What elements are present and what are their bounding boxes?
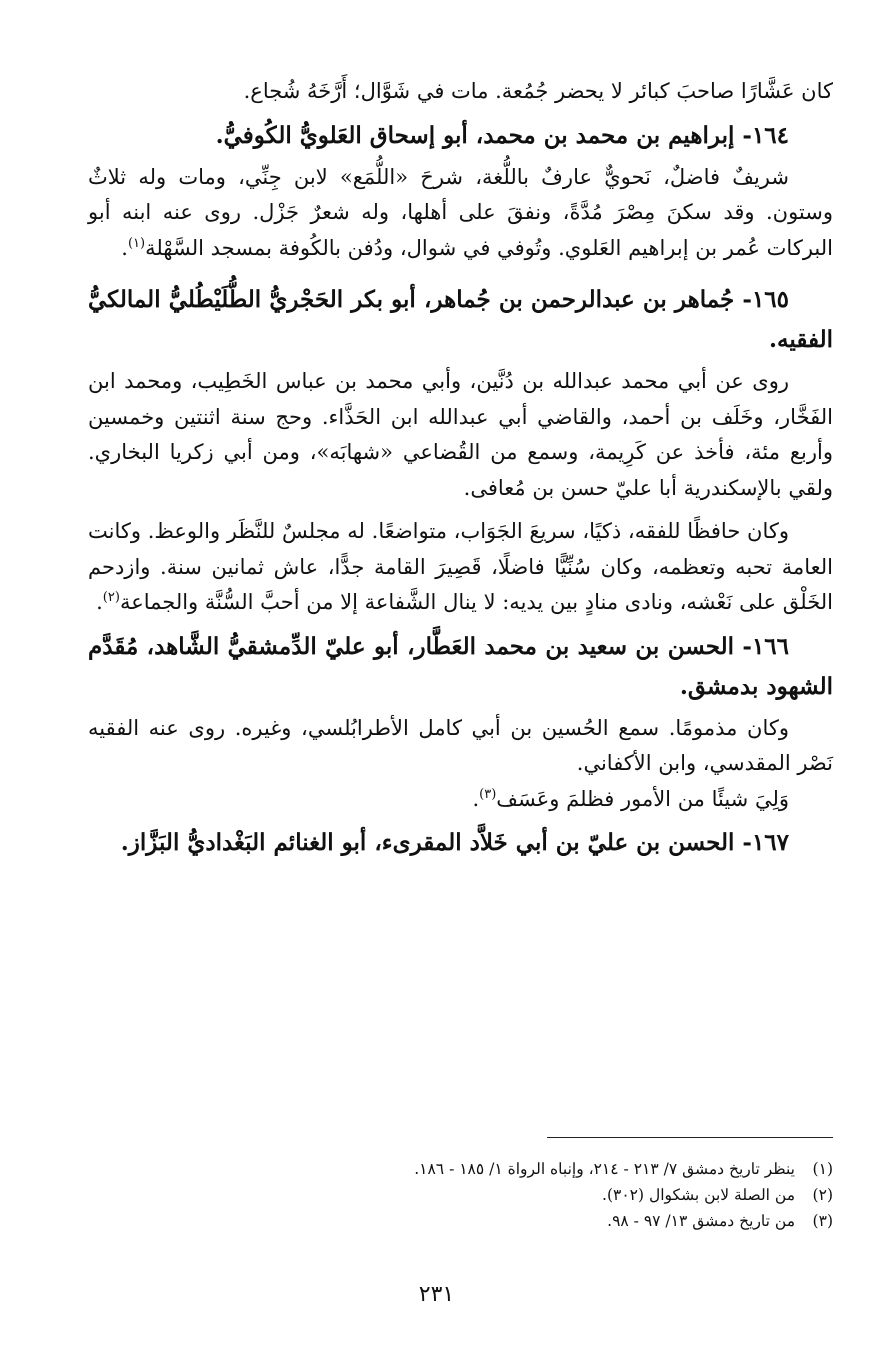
entry-title: الحسن بن سعيد بن محمد العَطَّار، أبو عليّ الدِّمشقيُّ الشَّاهد، مُقَدَّم الشهود بدمشق. [88,632,833,700]
paragraph-166b [88,782,833,818]
entry-title: الحسن بن عليّ بن أبي خَلاَّد المقرىء، أبو الغنائم البَغْداديُّ البَزَّاز. [120,829,735,856]
footnote-number: (٣) [812,1212,833,1230]
footnote-number: (٢) [812,1186,833,1204]
paragraph-end: . [121,235,128,260]
paragraph-165b [88,514,833,621]
entry-number: ١٦٧- [742,829,789,856]
paragraph-text: وكان حافظًا للفقه، ذكيًا، سريعَ الجَوَاب، متواضعًا. له مجلسٌ للنَّظَر والوعظ. وكانت العامة تحبه وتعظمه، وكان سُنِّيًّا فاضلًا، قَصِيرَ القامة جدًّا، عاش ثمانين سنة. وازدحم الخَلْق على نَعْشه، ونادى منادٍ بين يديه: لا ينال الشَّفاعة إلا من أحبَّ السُّنَّة والجماعة [88,519,833,614]
footnotes [120,1156,833,1234]
paragraph-end: . [472,786,480,811]
footnote-number: (١) [812,1160,833,1178]
footnote-text: من تاريخ دمشق ١٣/ ٩٧ - ٩٨. [607,1212,795,1230]
footnote-divider [547,1137,833,1138]
entry-166-heading [88,627,833,707]
paragraph-end: . [96,590,103,614]
footnote-3 [120,1208,833,1234]
footnote-ref-3[interactable]: (٣) [479,786,497,802]
paragraph-text: وَلِيَ شيئًا من الأمور فظلمَ وعَسَف [496,786,789,811]
footnote-2 [120,1182,833,1208]
footnote-ref-1[interactable]: (١) [127,235,146,251]
paragraph-166a: وكان مذمومًا. سمع الحُسين بن أبي كامل الأطرابُلسي، وغيره. روى عنه الفقيه نَصْر المقدسي، وابن الأكفاني. [88,715,833,775]
entry-164-heading [88,116,833,156]
footnote-1 [120,1156,833,1182]
paragraph-165a: روى عن أبي محمد عبدالله بن دُنَّين، وأبي محمد بن عباس الخَطِيب، ومحمد ابن الفَخَّار، وخَلَف بن أحمد، والقاضي أبي عبدالله ابن الحَذَّاء. وحج سنة اثنتين وخمسين وأربع مئة، فأخذ عن كَرِيمة، وسمع من القُضاعي «شهابَه»، ومن أبي زكريا البخاري. ولقي بالإسكندرية أبا عليّ حسن بن مُعافى. [88,369,833,500]
paragraph-intro: كان عَشَّارًا صاحبَ كبائر لا يحضر جُمُعة. مات في شَوَّال؛ أَرَّخَهُ شُجاع. [243,79,833,103]
page-number: ٢٣١ [418,1282,455,1307]
entry-165-heading [88,280,833,360]
footnote-ref-2[interactable]: (٢) [102,590,120,605]
entry-167-heading [88,823,833,863]
entry-number: ١٦٤- [742,121,789,149]
paragraph-text: شريفٌ فاضلٌ، نَحويٌّ عارفٌ باللُّغة، شرحَ «اللُّمَع» لابن جِنِّي، ومات وله ثلاثٌ وستون. وقد سكنَ مِصْرَ مُدَّةً، ونفقَ على أهلها، وله شعرٌ جَزْل. روى عنه ابنه أبو البركات عُمر بن إبراهيم العَلوي. وتُوفي في شوال، ودُفن بالكُوفة بمسجد السَّهْلة [88,164,833,260]
paragraph-164 [88,160,833,267]
entry-number: ١٦٦- [742,632,789,660]
footnote-text: من الصلة لابن بشكوال (٣٠٢). [602,1186,795,1204]
footnote-text: ينظر تاريخ دمشق ٧/ ٢١٣ - ٢١٤، وإنباه الرواة ١/ ١٨٥ - ١٨٦. [414,1160,795,1178]
page-body [88,74,833,867]
entry-title: جُماهر بن عبدالرحمن بن جُماهر، أبو بكر الحَجْريُّ الطُّلَيْطُليُّ المالكيُّ الفقيه. [88,286,833,353]
entry-title: إبراهيم بن محمد بن محمد، أبو إسحاق العَلويُّ الكُوفيُّ. [215,121,735,149]
entry-number: ١٦٥- [742,286,789,313]
